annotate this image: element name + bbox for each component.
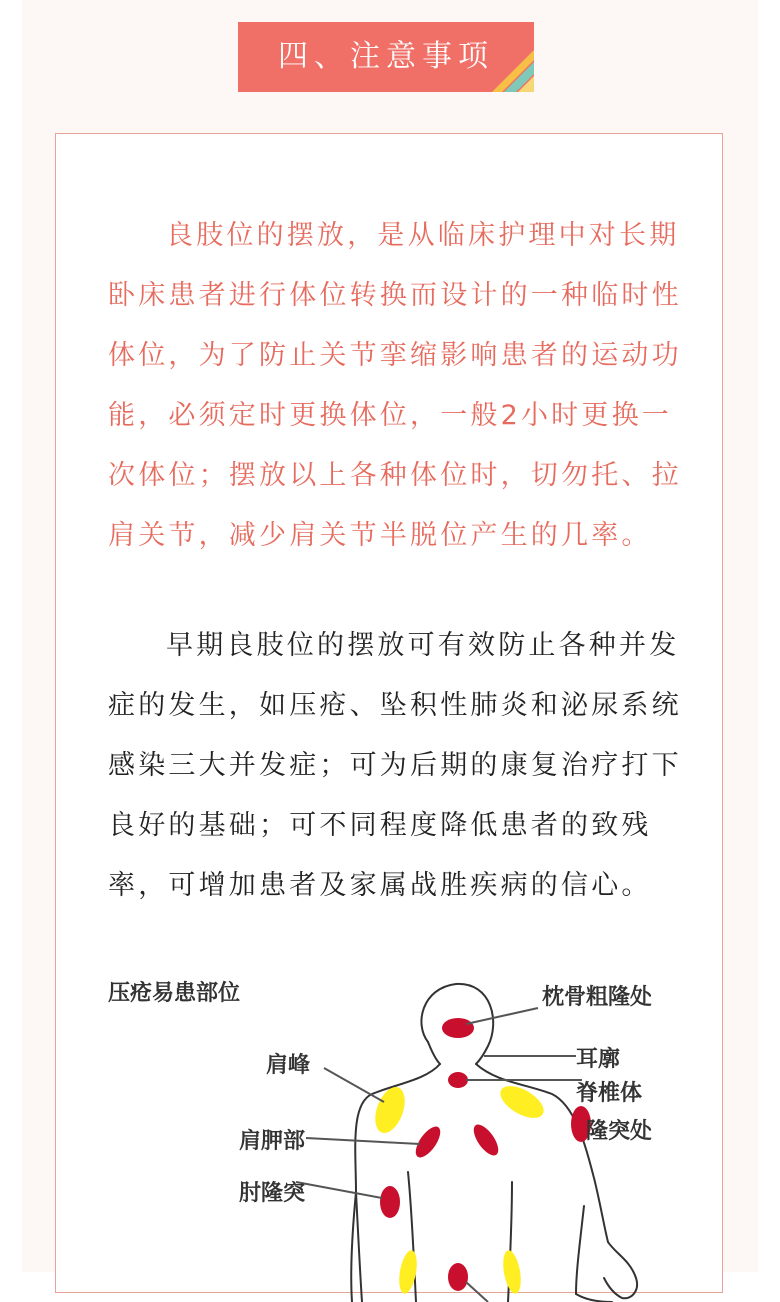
label-spine-prominence: 隆突处 <box>586 1119 653 1144</box>
label-ear: 耳廓 <box>576 1047 621 1072</box>
label-spine: 脊椎体 <box>576 1081 643 1106</box>
paragraph-positioning-method: 良肢位的摆放，是从临床护理中对长期卧床患者进行体位转换而设计的一种临时性体位，为了防止关节挛缩影响患者的运动功能，必须定时更换体位，一般2小时更换一次体位；摆放以上各种体位时，切勿托、拉肩关节，减少肩关节半脱位产生的几率。 <box>108 220 682 551</box>
figure-title: 压疮易患部位 <box>108 981 241 1006</box>
label-occipital: 枕骨粗隆处 <box>542 985 653 1010</box>
section-header-banner <box>238 22 534 92</box>
pressure-sore-figure <box>56 972 724 1302</box>
paragraph-benefits: 早期良肢位的摆放可有效防止各种并发症的发生，如压疮、坠积性肺炎和泌尿系统感染三大并发症；可为后期的康复治疗打下良好的基础；可不同程度降低患者的致残率，可增加患者及家属战胜疾病的信心。 <box>108 630 682 901</box>
content-box <box>55 133 723 1293</box>
label-elbow: 肘隆突 <box>239 1181 306 1206</box>
label-scapula: 肩胛部 <box>239 1129 306 1154</box>
label-shoulder-peak: 肩峰 <box>266 1053 311 1078</box>
section-title: 四、注意事项 <box>278 39 494 74</box>
